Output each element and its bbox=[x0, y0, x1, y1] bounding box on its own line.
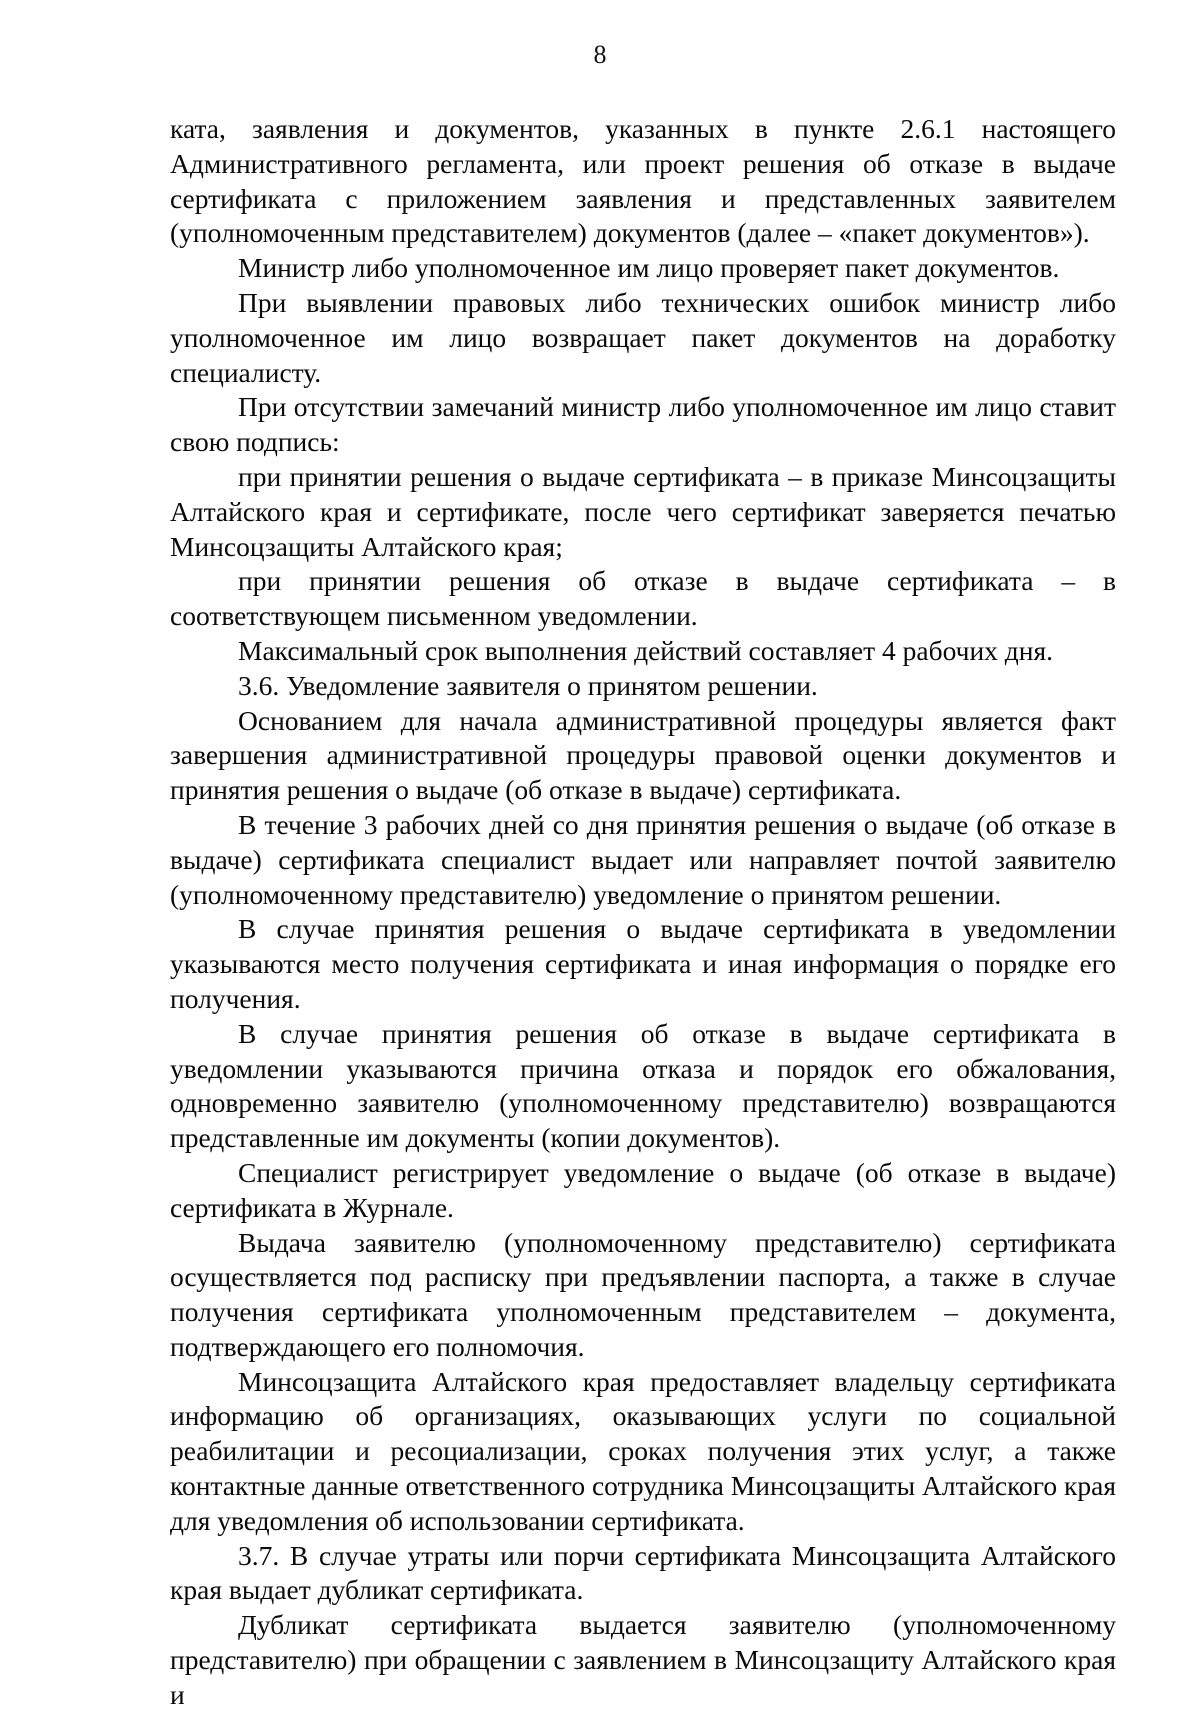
paragraph: Дубликат сертификата выдается заявителю (уполномоченному представителю) при обращении с заявлением в Минсоцзащиту Алтайского края и bbox=[170, 1609, 1116, 1710]
paragraph: Специалист регистрирует уведомление о выдаче (об отказе в выдаче) сертификата в Журнале. bbox=[170, 1156, 1116, 1223]
paragraph-continuation: ката, заявления и документов, указанных в пункте 2.6.1 настоящего Административного регламента, или проект решения об отказе в выдаче сертификата с приложением заявления и представленных заявителем (уполномоченным представителем) документов (далее – «пакет документов»). bbox=[170, 113, 1116, 249]
paragraph: В случае принятия решения об отказе в выдаче сертификата в уведомлении указываются причина отказа и порядок его обжалования, одновременно заявителю (уполномоченному представителю) возвращаются представленные им документы (копии документов). bbox=[170, 1017, 1116, 1154]
paragraph: при принятии решения об отказе в выдаче сертификата – в соответствующем письменном уведомлении. bbox=[170, 565, 1116, 632]
paragraph: Министр либо уполномоченное им лицо проверяет пакет документов. bbox=[238, 252, 1060, 284]
page-number: 8 bbox=[593, 40, 607, 69]
paragraph: при принятии решения о выдаче сертификата – в приказе Минсоцзащиты Алтайского края и сертификате, после чего сертификат заверяется печатью Минсоцзащиты Алтайского края; bbox=[170, 460, 1116, 562]
document-body bbox=[170, 112, 1116, 1713]
paragraph: Максимальный срок выполнения действий составляет 4 рабочих дня. bbox=[238, 634, 1054, 666]
section-heading-3-6: 3.6. Уведомление заявителя о принятом решении. bbox=[238, 669, 818, 701]
section-3-7: 3.7. В случае утраты или порчи сертификата Минсоцзащита Алтайского края выдает дубликат сертификата. bbox=[170, 1539, 1116, 1606]
paragraph: В случае принятия решения о выдаче сертификата в уведомлении указываются место получения сертификата и иная информация о порядке его получения. bbox=[170, 913, 1116, 1014]
paragraph: В течение 3 рабочих дней со дня принятия решения о выдаче (об отказе в выдаче) сертификата специалист выдает или направляет почтой заявителю (уполномоченному представителю) уведомление о принятом решении. bbox=[170, 808, 1116, 910]
paragraph: Минсоцзащита Алтайского края предоставляет владельцу сертификата информацию об организациях, оказывающих услуги по социальной реабилитации и ресоциализации, сроках получения этих услуг, а также контактные данные ответственного сотрудника Минсоцзащиты Алтайского края для уведомления об использовании сертификата. bbox=[170, 1365, 1116, 1536]
paragraph: Выдача заявителю (уполномоченному представителю) сертификата осуществляется под расписку при предъявлении паспорта, а также в случае получения сертификата уполномоченным представителем – документа, подтверждающего его полномочия. bbox=[170, 1226, 1116, 1362]
paragraph: При отсутствии замечаний министр либо уполномоченное им лицо ставит свою подпись: bbox=[170, 391, 1116, 458]
paragraph: При выявлении правовых либо технических ошибок министр либо уполномоченное им лицо возвращает пакет документов на доработку специалисту. bbox=[170, 286, 1116, 388]
paragraph: Основанием для начала административной процедуры является факт завершения административной процедуры правовой оценки документов и принятия решения о выдаче (об отказе в выдаче) сертификата. bbox=[170, 704, 1116, 806]
